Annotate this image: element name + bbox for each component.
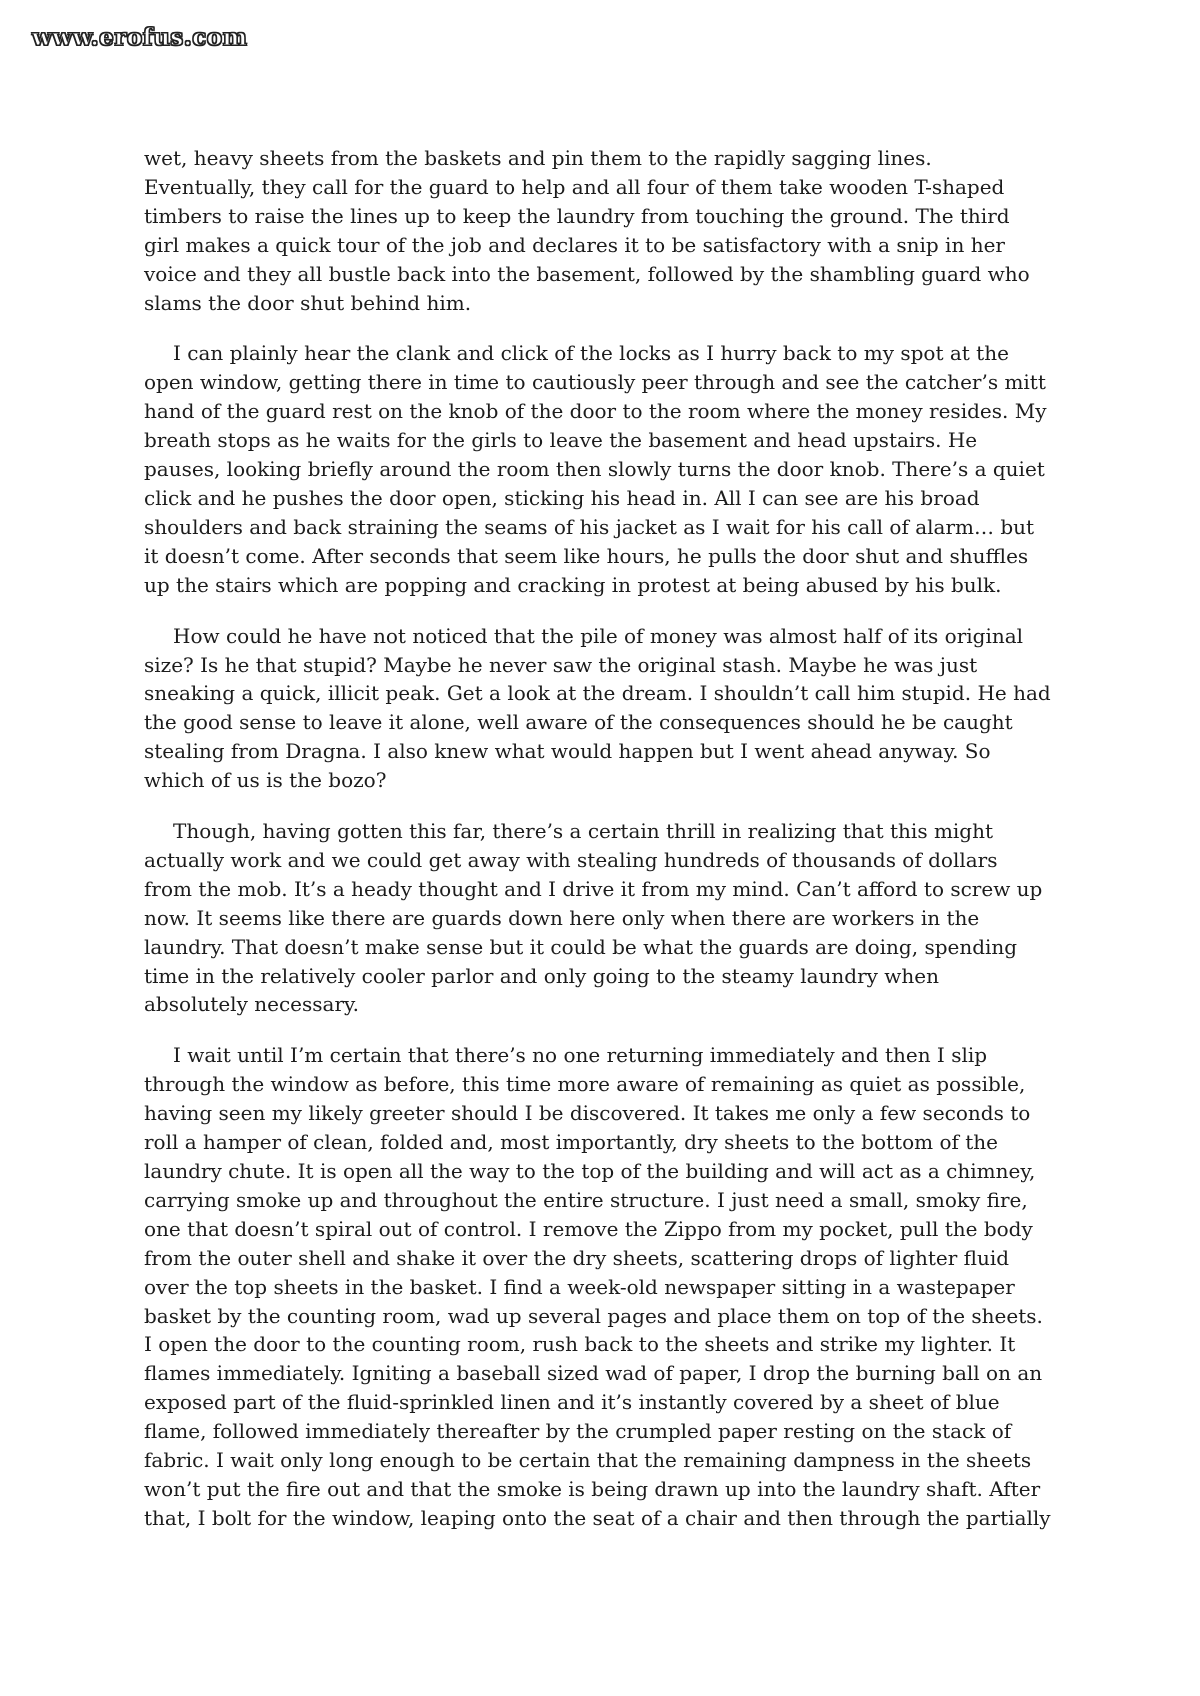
text-line: it doesn’t come. After seconds that seem like hours, he pulls the door shut and shuffles [144,543,1029,568]
text-line: actually work and we could get away with stealing hundreds of thousands of dollars [144,847,998,872]
text-line: pauses, looking briefly around the room then slowly turns the door knob. There’s a quiet [144,457,1045,482]
text-line: size? Is he that stupid? Maybe he never saw the original stash. Maybe he was just [144,652,978,677]
text-line: I wait until I’m certain that there’s no one returning immediately and then I slip [173,1043,988,1068]
paragraph [144,1041,1069,1532]
paragraph [144,144,1069,317]
text-line: which of us is the bozo? [144,768,387,793]
text-line: girl makes a quick tour of the job and declares it to be satisfactory with a snip in her [144,232,1005,257]
text-line: time in the relatively cooler parlor and only going to the steamy laundry when [144,963,940,988]
text-line: that, I bolt for the window, leaping onto the seat of a chair and then through the partially [144,1505,1051,1530]
text-line: up the stairs which are popping and cracking in protest at being abused by his bulk. [144,572,1002,597]
text-line: the good sense to leave it alone, well aware of the consequences should he be caught [144,710,1013,735]
text-line: having seen my likely greeter should I be discovered. It takes me only a few seconds to [144,1101,1031,1126]
text-line: exposed part of the fluid-sprinkled linen and it’s instantly covered by a sheet of blue [144,1390,1000,1415]
text-line: from the outer shell and shake it over the dry sheets, scattering drops of lighter fluid [144,1245,1010,1270]
text-line: I open the door to the counting room, rush back to the sheets and strike my lighter. It [144,1332,1016,1357]
text-line: absolutely necessary. [144,992,359,1017]
paragraph [144,817,1069,1019]
text-line: basket by the counting room, wad up several pages and place them on top of the sheets. [144,1303,1043,1328]
watermark: www.erofus.com [32,24,248,51]
text-line: won’t put the fire out and that the smoke is being drawn up into the laundry shaft. After [144,1476,1041,1501]
paragraph [144,339,1069,599]
text-line: I can plainly hear the clank and click of the locks as I hurry back to my spot at the [173,341,1009,366]
text-line: flame, followed immediately thereafter by the crumpled paper resting on the stack of [144,1419,1012,1444]
text-line: one that doesn’t spiral out of control. I remove the Zippo from my pocket, pull the body [144,1216,1033,1241]
text-line: fabric. I wait only long enough to be certain that the remaining dampness in the sheets [144,1448,1032,1473]
text-line: How could he have not noticed that the pile of money was almost half of its original [173,623,1024,648]
page-text [144,144,1069,1555]
paragraph [144,622,1069,795]
text-line: flames immediately. Igniting a baseball sized wad of paper, I drop the burning ball on an [144,1361,1043,1386]
text-line: wet, heavy sheets from the baskets and pin them to the rapidly sagging lines. [144,146,932,170]
text-line: click and he pushes the door open, sticking his head in. All I can see are his broad [144,485,980,510]
text-line: hand of the guard rest on the knob of the door to the room where the money resides. My [144,399,1047,424]
text-line: now. It seems like there are guards down here only when there are workers in the [144,905,980,930]
text-line: sneaking a quick, illicit peak. Get a look at the dream. I shouldn’t call him stupid. He had [144,681,1051,706]
text-line: breath stops as he waits for the girls to leave the basement and head upstairs. He [144,428,978,453]
text-line: stealing from Dragna. I also knew what would happen but I went ahead anyway. So [144,739,991,764]
text-line: from the mob. It’s a heady thought and I drive it from my mind. Can’t afford to screw up [144,876,1043,901]
text-line: over the top sheets in the basket. I find a week-old newspaper sitting in a wastepaper [144,1274,1015,1299]
text-line: carrying smoke up and throughout the entire structure. I just need a small, smoky fire, [144,1187,1028,1212]
text-line: open window, getting there in time to cautiously peer through and see the catcher’s mitt [144,370,1046,395]
text-line: laundry chute. It is open all the way to the top of the building and will act as a chimney, [144,1159,1036,1183]
text-line: Though, having gotten this far, there’s a certain thrill in realizing that this might [173,819,994,844]
text-line: roll a hamper of clean, folded and, most importantly, dry sheets to the bottom of the [144,1130,999,1155]
text-line: timbers to raise the lines up to keep the laundry from touching the ground. The third [144,203,1010,228]
text-line: Eventually, they call for the guard to help and all four of them take wooden T-shaped [144,174,1005,199]
text-line: shoulders and back straining the seams of his jacket as I wait for his call of alarm… but [144,514,1035,539]
text-line: through the window as before, this time more aware of remaining as quiet as possible, [144,1072,1026,1097]
text-line: voice and they all bustle back into the basement, followed by the shambling guard who [144,261,1030,286]
text-line: slams the door shut behind him. [144,290,472,315]
text-line: laundry. That doesn’t make sense but it could be what the guards are doing, spending [144,934,1018,959]
